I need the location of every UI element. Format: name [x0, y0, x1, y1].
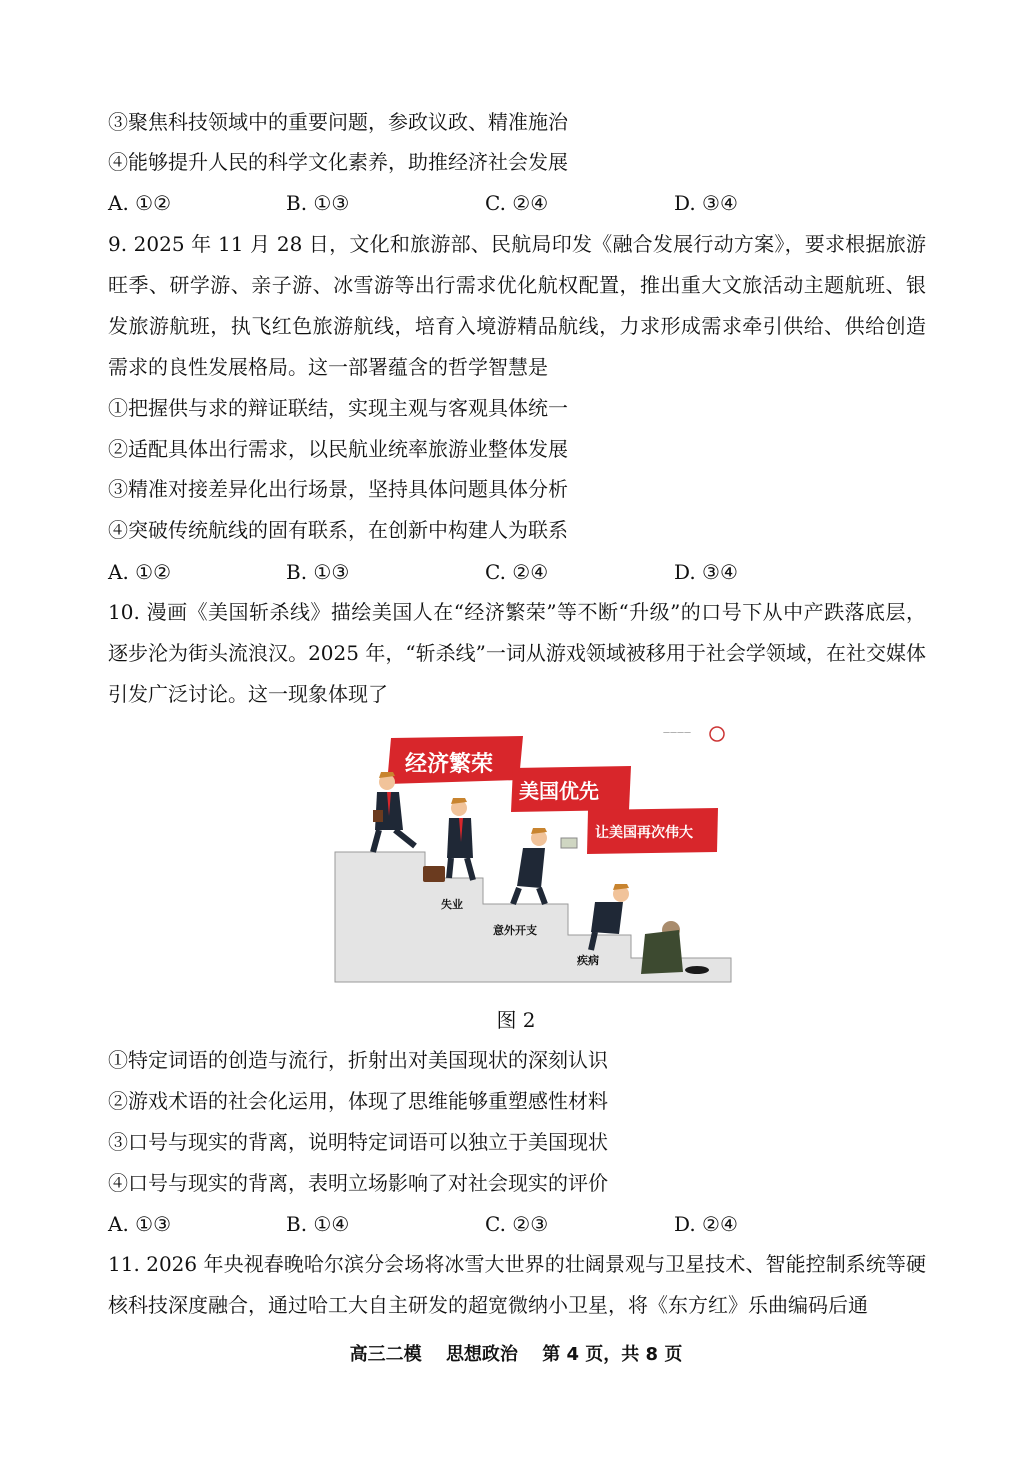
q9-item-4: ④突破传统航线的固有联系，在创新中构建人为联系: [108, 518, 568, 542]
q8-option-a: A. ①②: [108, 191, 172, 215]
banner-economic-prosperity: [387, 736, 523, 784]
banner-2-text: 美国优先: [519, 779, 599, 803]
q9-item-1: ①把握供与求的辩证联结，实现主观与客观具体统一: [108, 396, 568, 420]
svg-text:————: ————: [663, 728, 691, 736]
footer-subject: 思想政治: [445, 1344, 518, 1365]
banner-1-text: 经济繁荣: [405, 752, 494, 777]
footer-page-number: 第 4 页，共 8 页: [542, 1344, 683, 1365]
banner-make-america-great-again: [587, 808, 718, 854]
q8-option-d: D. ③④: [674, 191, 738, 215]
page-footer: [0, 1342, 1032, 1368]
banner-america-first: [511, 766, 631, 812]
step-label-unexpected-expense: 意外开支: [493, 924, 537, 937]
q8-option-c: C. ②④: [485, 191, 549, 215]
q8-options: [108, 189, 908, 217]
q10-item-1: ①特定词语的创造与流行，折射出对美国现状的深刻认识: [108, 1048, 608, 1072]
q11-stem: 11. 2026 年央视春晚哈尔滨分会场将冰雪大世界的壮阔景观与卫星技术、智能控制系统等硬核科技深度融合，通过哈工大自主研发的超宽微纳小卫星，将《东方红》乐曲编码后通: [108, 1252, 926, 1317]
footer-exam-name: 高三二模: [349, 1344, 422, 1365]
q10-option-b: B. ①④: [286, 1212, 350, 1236]
q9-option-b: B. ①③: [286, 560, 350, 584]
step-label-illness: 疾病: [577, 954, 599, 967]
q9-options: [108, 558, 908, 586]
q10-option-a: A. ①③: [108, 1212, 172, 1236]
q9-item-3: ③精准对接差异化出行场景，坚持具体问题具体分析: [108, 477, 568, 501]
q10-item-4: ④口号与现实的背离，表明立场影响了对社会现实的评价: [108, 1171, 608, 1195]
step-label-unemployment: 失业: [441, 898, 463, 911]
banner-3-text: 让美国再次伟大: [595, 825, 693, 841]
q10-options: [108, 1210, 908, 1238]
q10-option-d: D. ②④: [674, 1212, 738, 1236]
q10-item-2: ②游戏术语的社会化运用，体现了思维能够重塑感性材料: [108, 1089, 608, 1113]
figure-caption: 图 2: [496, 1008, 536, 1032]
q9-option-a: A. ①②: [108, 560, 172, 584]
q8-item-3: ③聚焦科技领域中的重要问题，参政议政、精准施治: [108, 110, 568, 134]
q9-item-2: ②适配具体出行需求，以民航业统率旅游业整体发展: [108, 437, 568, 461]
q9-option-d: D. ③④: [674, 560, 738, 584]
q10-stem: 10. 漫画《美国斩杀线》描绘美国人在“经济繁荣”等不断“升级”的口号下从中产跌落底层，逐步沦为街头流浪汉。2025 年，“斩杀线”一词从游戏领域被移用于社会学领域，在社交媒体引发广泛讨论。这一现象体现了: [108, 600, 926, 706]
q10-option-c: C. ②③: [485, 1212, 549, 1236]
q9-option-c: C. ②④: [485, 560, 549, 584]
q9-stem: 9. 2025 年 11 月 28 日，文化和旅游部、民航局印发《融合发展行动方案》，要求根据旅游旺季、研学游、亲子游、冰雪游等出行需求优化航权配置，推出重大文旅活动主题航班、银发旅游航班，执飞红色旅游航线，培育入境游精品航线，力求形成需求牵引供给、供给创造需求的良性发展格局。这一部署蕴含的哲学智慧是: [108, 232, 926, 379]
q10-item-3: ③口号与现实的背离，说明特定词语可以独立于美国现状: [108, 1130, 608, 1154]
q8-option-b: B. ①③: [286, 191, 350, 215]
cartoon-figure: [333, 720, 733, 992]
q8-item-4: ④能够提升人民的科学文化素养，助推经济社会发展: [108, 150, 568, 174]
